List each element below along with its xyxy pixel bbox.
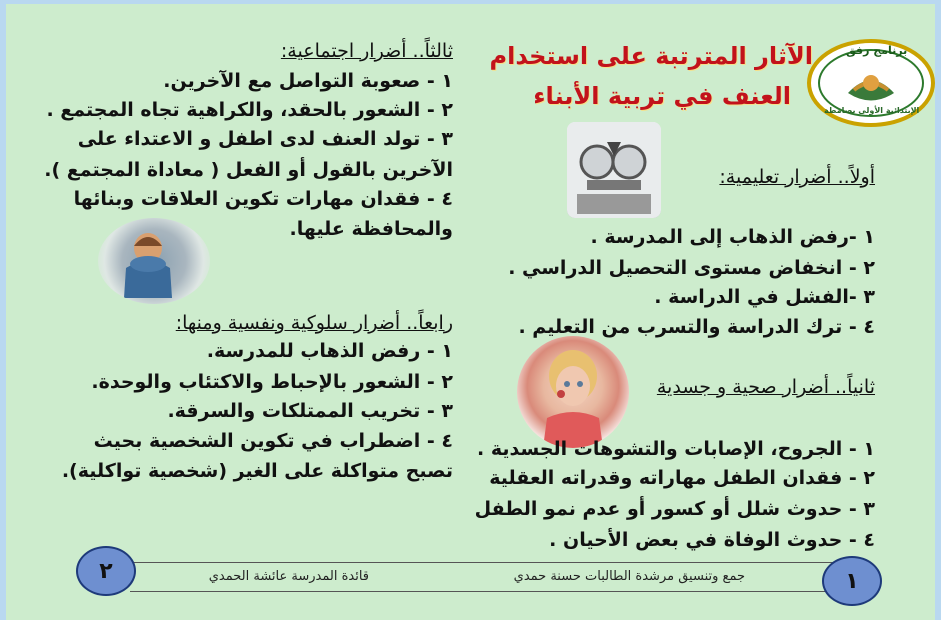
list-item: ٢ - الشعور بالإحباط والاكتئاب والوحدة. [91,371,453,393]
program-logo [806,38,936,128]
list-item: ٤ - فقدان مهارات تكوين العلاقات وبنائها [73,188,453,210]
section-behavioral-heading: رابعاً.. أضرار سلوكية ونفسية ومنها: [175,312,453,334]
list-item: ٢ - الشعور بالحقد، والكراهية تجاه المجتمع . [46,99,453,121]
list-item: ٣ - تولد العنف لدى اطفل و الاعتداء على [77,128,453,150]
footer-credit: جمع وتنسيق مرشدة الطالبات حسنة حمدي [513,569,745,584]
list-item: ١ -رفض الذهاب إلى المدرسة . [590,226,875,248]
list-item: والمحافظة عليها. [289,218,453,240]
list-item: تصبح متواكلة على الغير (شخصية تواكلية). [61,460,453,482]
footer-principal: قائدة المدرسة عائشة الحمدي [208,569,369,584]
list-item: ٣ - حدوث شلل أو كسور أو عدم نمو الطفل [474,498,875,520]
list-item: ٤ - ترك الدراسة والتسرب من التعليم . [518,316,875,338]
injured-girl-photo [517,336,629,448]
classroom-photo [567,122,661,218]
logo-top-text: برنامج رفق [846,44,908,57]
list-item: ٢ - فقدان الطفل مهاراته وقدراته العقلية [489,467,875,489]
page-number-left: ٢ [76,546,136,596]
list-item: ٣ -الفشل في الدراسة . [654,286,875,308]
crying-child-photo [98,218,210,304]
list-item: ٤ - اضطراب في تكوين الشخصية بحيث [93,430,453,452]
list-item: ١ - الجروح، الإصابات والتشوهات الجسدية . [477,438,875,460]
list-item: ١ - صعوبة التواصل مع الآخرين. [163,70,453,92]
list-item: ٤ - حدوث الوفاة في بعض الأحيان . [549,529,875,551]
logo-bottom-text: الإبتدائية الأولى بصامطة [824,106,920,115]
page-title-line2: العنف في تربية الأبناء [533,82,791,110]
list-item: ٣ - تخريب الممتلكات والسرقة. [167,400,453,422]
list-item: ٢ - انخفاض مستوى التحصيل الدراسي . [508,257,875,279]
top-edge [0,0,941,4]
list-item: الآخرين بالقول أو الفعل ( معاداة المجتمع ). [44,159,453,181]
page-number-right: ١ [822,556,882,606]
section-health-heading: ثانياً.. أضرار صحية و جسدية [656,376,875,398]
left-edge [0,0,6,620]
section-social-heading: ثالثاً.. أضرار اجتماعية: [280,40,453,62]
page-title-line1: الآثار المترتبة على استخدام [489,42,813,70]
list-item: ١ - رفض الذهاب للمدرسة. [206,340,453,362]
section-educational-heading: أولاً.. أضرار تعليمية: [719,166,875,188]
